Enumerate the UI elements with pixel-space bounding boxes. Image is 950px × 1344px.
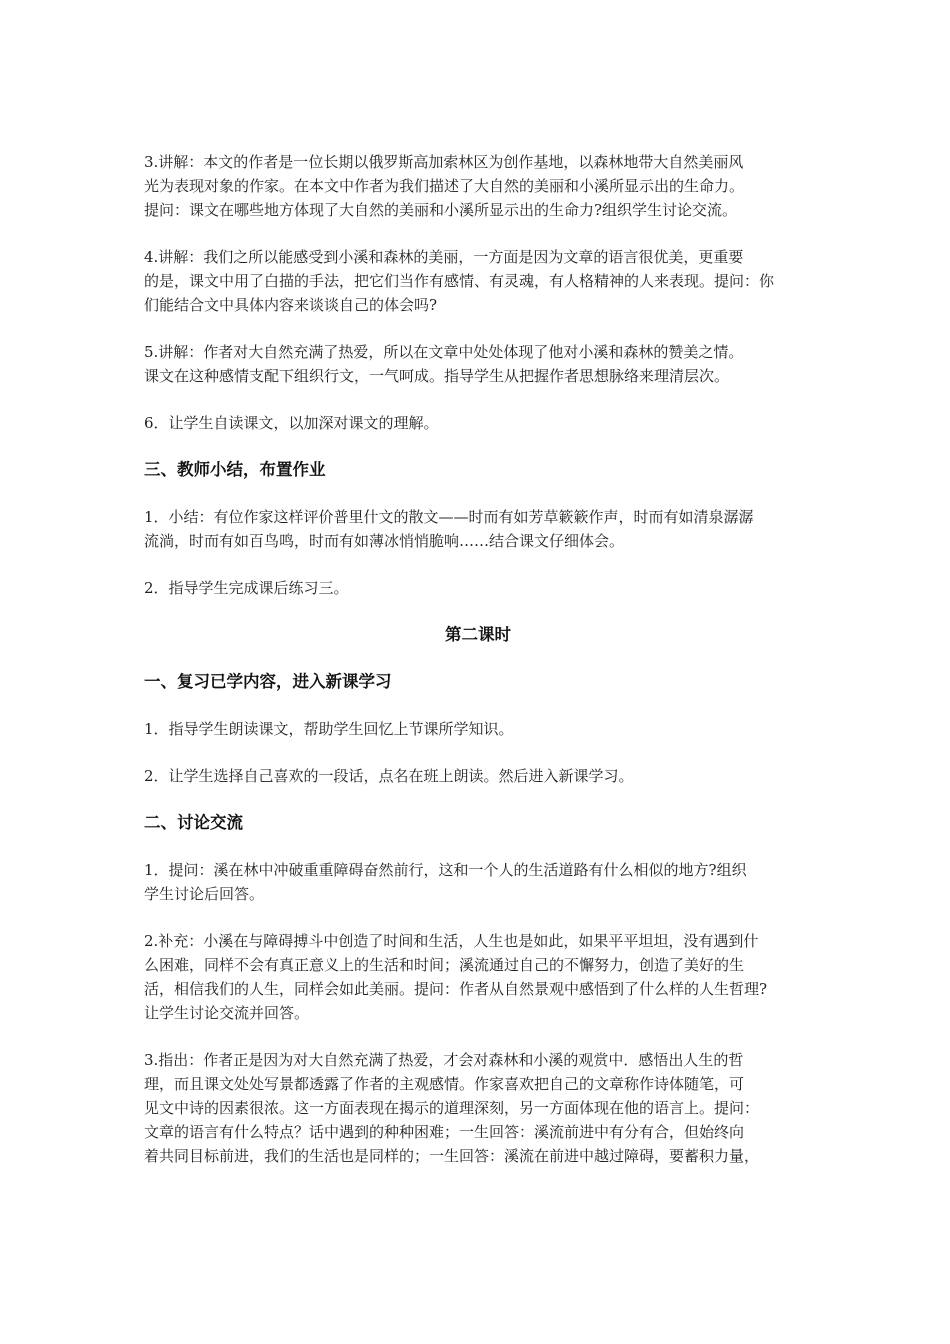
text-line: 见文中诗的因素很浓。这一方面表现在揭示的道理深刻，另一方面体现在他的语言上。提问： bbox=[144, 1099, 760, 1117]
document-content bbox=[144, 150, 812, 1191]
text-line: 着共同目标前进，我们的生活也是同样的；一生回答：溪流在前进中越过障碍，要蓄积力量， bbox=[144, 1147, 760, 1165]
text-line: 1．小结：有位作家这样评价普里什文的散文——时而有如芳草簌簌作声，时而有如清泉潺潺 bbox=[144, 508, 754, 526]
paragraph-review-1 bbox=[144, 717, 812, 741]
paragraph-6-self-reading bbox=[144, 411, 812, 435]
section-heading-review: 一、复习已学内容，进入新课学习 bbox=[144, 672, 392, 691]
text-line: 学生讨论后回答。 bbox=[144, 885, 265, 903]
text-line: 1．指导学生朗读课文，帮助学生回忆上节课所学知识。 bbox=[144, 720, 514, 738]
paragraph-review-2 bbox=[144, 764, 812, 788]
section-heading-summary: 三、教师小结，布置作业 bbox=[144, 460, 326, 479]
paragraph-discussion-2 bbox=[144, 929, 812, 1025]
text-line: 的是，课文中用了白描的手法，把它们当作有感情、有灵魂，有人格精神的人来表现。提问：你 bbox=[144, 272, 775, 290]
text-line: 文章的语言有什么特点？话中遇到的种种困难；一生回答：溪流前进中有分有合，但始终向 bbox=[144, 1123, 745, 1141]
text-line: 活，相信我们的人生，同样会如此美丽。提问：作者从自然景观中感悟到了什么样的人生哲理? bbox=[144, 980, 768, 998]
paragraph-5-lecture bbox=[144, 340, 812, 388]
text-line: 让学生讨论交流并回答。 bbox=[144, 1004, 310, 1022]
text-line: 理，而且课文处处写景都透露了作者的主观感情。作家喜欢把自己的文章称作诗体随笔，可 bbox=[144, 1075, 745, 1093]
text-line: 光为表现对象的作家。在本文中作者为我们描述了大自然的美丽和小溪所显示出的生命力。 bbox=[144, 177, 745, 195]
text-line: 2.补充：小溪在与障碍搏斗中创造了时间和生活，人生也是如此，如果平平坦坦，没有遇到什 bbox=[144, 932, 759, 950]
paragraph-discussion-1 bbox=[144, 858, 812, 906]
text-line: 1．提问：溪在林中冲破重重障碍奋然前行，这和一个人的生活道路有什么相似的地方?组织 bbox=[144, 861, 747, 879]
paragraph-summary-1 bbox=[144, 505, 812, 553]
text-line: 么困难，同样不会有真正意义上的生活和时间；溪流通过自己的不懈努力，创造了美好的生 bbox=[144, 956, 745, 974]
lesson-title-second-period: 第二课时 bbox=[445, 625, 511, 644]
paragraph-4-lecture bbox=[144, 245, 812, 317]
paragraph-summary-2 bbox=[144, 576, 812, 600]
text-line: 课文在这种感情支配下组织行文，一气呵成。指导学生从把握作者思想脉络来理清层次。 bbox=[144, 367, 730, 385]
text-line: 6．让学生自读课文，以加深对课文的理解。 bbox=[144, 414, 439, 432]
text-line: 们能结合文中具体内容来谈谈自己的体会吗? bbox=[144, 296, 438, 314]
section-heading-discussion: 二、讨论交流 bbox=[144, 813, 243, 832]
text-line: 2．让学生选择自己喜欢的一段话，点名在班上朗读。然后进入新课学习。 bbox=[144, 767, 634, 785]
text-line: 2．指导学生完成课后练习三。 bbox=[144, 579, 349, 597]
text-line: 提问：课文在哪些地方体现了大自然的美丽和小溪所显示出的生命力?组织学生讨论交流。 bbox=[144, 201, 738, 219]
text-line: 3.指出：作者正是因为对大自然充满了热爱，才会对森林和小溪的观赏中．感悟出人生的哲 bbox=[144, 1051, 744, 1069]
text-line: 5.讲解：作者对大自然充满了热爱，所以在文章中处处体现了他对小溪和森林的赞美之情。 bbox=[144, 343, 744, 361]
text-line: 4.讲解：我们之所以能感受到小溪和森林的美丽，一方面是因为文章的语言很优美，更重要 bbox=[144, 248, 744, 266]
text-line: 3.讲解：本文的作者是一位长期以俄罗斯高加索林区为创作基地，以森林地带大自然美丽风 bbox=[144, 153, 744, 171]
paragraph-discussion-3 bbox=[144, 1048, 812, 1168]
paragraph-3-lecture bbox=[144, 150, 812, 222]
text-line: 流淌，时而有如百鸟鸣，时而有如薄冰悄悄脆响……结合课文仔细体会。 bbox=[144, 532, 625, 550]
